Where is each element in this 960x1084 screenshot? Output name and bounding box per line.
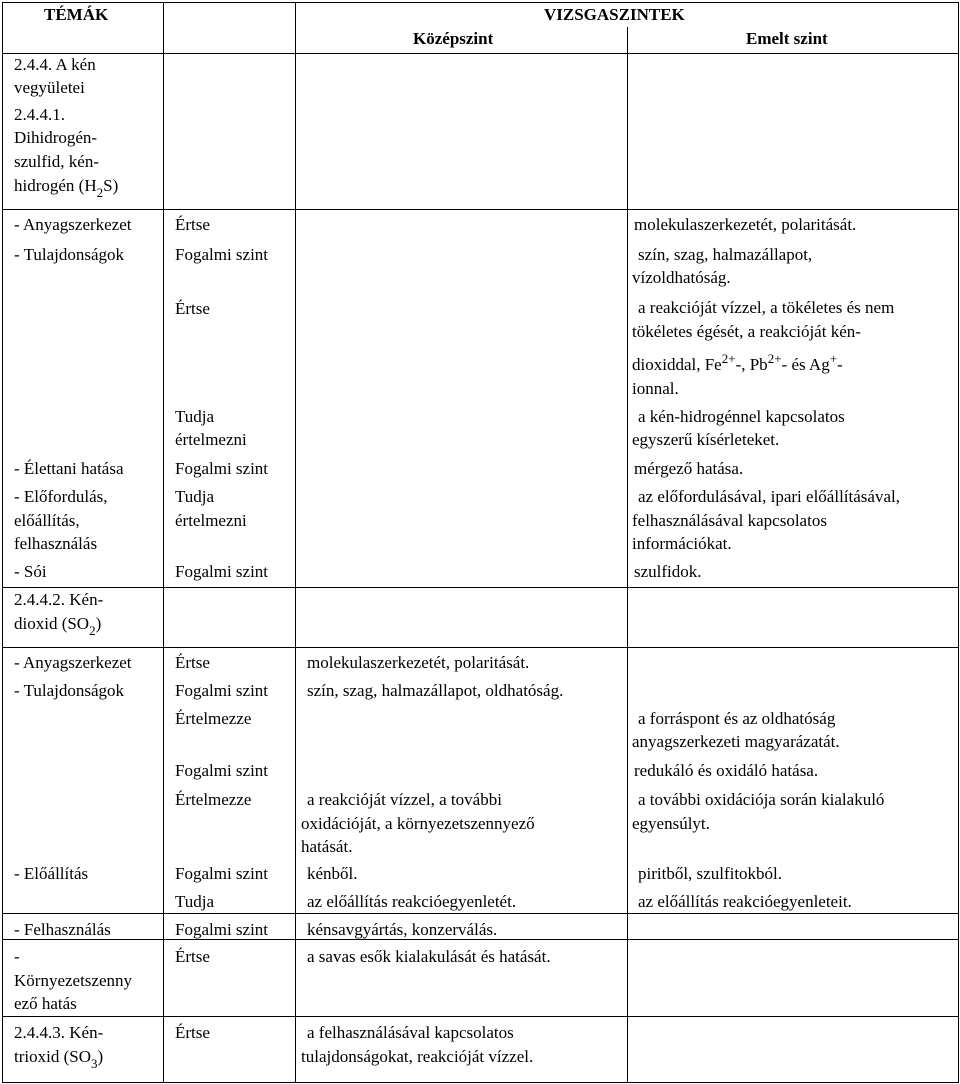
topic-cell: - Anyagszerkezet — [14, 215, 132, 234]
level-cell: Értelmezze — [175, 790, 252, 809]
advanced-cell: felhasználásával kapcsolatos — [632, 511, 827, 530]
advanced-cell: a kén-hidrogénnel kapcsolatos — [638, 407, 845, 426]
header-bottom-border — [2, 53, 959, 54]
level-cell: Értse — [175, 1023, 210, 1042]
topic-cell: - — [14, 947, 20, 966]
advanced-cell: a forráspont és az oldhatóság — [638, 709, 836, 728]
level-cell: Fogalmi szint — [175, 562, 269, 581]
level-cell: Értse — [175, 299, 210, 318]
subsection-title: trioxid $(SO_3)$ — [14, 1047, 104, 1071]
section-title: vegyületei — [14, 78, 85, 97]
topic-cell: - Élettani hatása — [14, 459, 124, 478]
level-cell: Fogalmi szint — [175, 245, 269, 264]
topic-cell: - Anyagszerkezet — [14, 653, 132, 672]
section-divider — [2, 587, 959, 588]
level-cell: értelmezni — [175, 511, 247, 530]
medium-cell: molekulaszerkezetét, polaritását. — [307, 653, 530, 672]
medium-cell: oxidációját, a környezetszennyező — [301, 814, 535, 833]
topic-cell: Környezetszenny — [14, 971, 133, 990]
section-divider — [2, 647, 959, 648]
topic-cell: - Előfordulás, — [14, 487, 108, 506]
level-cell: Tudja — [175, 487, 215, 506]
medium-cell: a reakcióját vízzel, a további — [307, 790, 502, 809]
advanced-cell: dioxiddal, $Fe^{2+}-$, $Pb^{2+}-$ és Ag+- — [632, 351, 843, 374]
subsection-title: 2.4.4.2. Kén- — [14, 590, 104, 609]
advanced-cell: ionnal. — [632, 379, 679, 398]
section-divider — [2, 1016, 959, 1017]
medium-cell: szín, szag, halmazállapot, oldhatóság. — [307, 681, 564, 700]
medium-cell: tulajdonságokat, reakcióját vízzel. — [301, 1047, 534, 1066]
topic-cell: előállítás, — [14, 511, 80, 530]
topic-cell: - Előállítás — [14, 864, 89, 883]
topic-cell: - Sói — [14, 562, 47, 581]
advanced-cell: szulfidok. — [634, 562, 702, 581]
advanced-cell: az előállítás reakcióegyenleteit. — [638, 892, 852, 911]
table-bottom-border — [2, 1082, 959, 1083]
topic-cell: felhasználás — [14, 534, 98, 553]
header-exam-levels: VIZSGASZINTEK — [544, 5, 685, 24]
level-cell: Fogalmi szint — [175, 459, 269, 478]
topic-cell: - Tulajdonságok — [14, 681, 125, 700]
level-cell: Fogalmi szint — [175, 864, 269, 883]
subsection-title: dioxid $(SO_2)$ — [14, 614, 102, 638]
subsection-title: 2.4.4.3. Kén- — [14, 1023, 104, 1042]
level-cell: Értse — [175, 653, 210, 672]
level-cell: Fogalmi szint — [175, 920, 269, 939]
advanced-cell: redukáló és oxidáló hatása. — [634, 761, 819, 780]
advanced-cell: a reakcióját vízzel, a tökéletes és nem — [638, 298, 895, 317]
topic-cell: ező hatás — [14, 994, 77, 1013]
level-cell: Értse — [175, 947, 210, 966]
subsection-title: hidrogén $(H_2S)$ — [14, 176, 119, 200]
medium-cell: kénből. — [307, 864, 358, 883]
table-left-border — [2, 2, 3, 1083]
subsection-title: Dihidrogén- — [14, 128, 98, 147]
level-cell: Fogalmi szint — [175, 761, 269, 780]
advanced-cell: egyensúlyt. — [632, 814, 710, 833]
level-cell: értelmezni — [175, 430, 247, 449]
col-divider-levels — [295, 2, 296, 1083]
advanced-cell: a további oxidációja során kialakuló — [638, 790, 885, 809]
advanced-cell: vízoldhatóság. — [632, 268, 731, 287]
level-cell: Fogalmi szint — [175, 681, 269, 700]
medium-cell: a savas esők kialakulását és hatását. — [307, 947, 551, 966]
level-cell: Tudja — [175, 407, 215, 426]
advanced-cell: molekulaszerkezetét, polaritását. — [634, 215, 857, 234]
section-title: 2.4.4. A kén — [14, 55, 96, 74]
subsection-title: 2.4.4.1. — [14, 105, 65, 124]
level-cell: Értse — [175, 215, 210, 234]
advanced-cell: tökéletes égését, a reakcióját kén- — [632, 322, 861, 341]
col-divider-topics — [163, 2, 164, 1083]
medium-cell: hatását. — [301, 837, 353, 856]
table-right-border — [958, 2, 959, 1083]
level-cell: Értelmezze — [175, 709, 252, 728]
topic-cell: - Felhasználás — [14, 920, 111, 939]
medium-cell: a felhasználásával kapcsolatos — [307, 1023, 514, 1042]
col-divider-medium — [627, 27, 628, 1083]
advanced-cell: egyszerű kísérleteket. — [632, 430, 780, 449]
header-medium-level: Középszint — [413, 29, 494, 48]
advanced-cell: szín, szag, halmazállapot, — [638, 245, 813, 264]
advanced-cell: információkat. — [632, 534, 732, 553]
medium-cell: kénsavgyártás, konzerválás. — [307, 920, 498, 939]
advanced-cell: anyagszerkezeti magyarázatát. — [632, 732, 840, 751]
advanced-cell: piritből, szulfitokból. — [638, 864, 783, 883]
medium-cell: az előállítás reakcióegyenletét. — [307, 892, 517, 911]
topic-cell: - Tulajdonságok — [14, 245, 125, 264]
subsection-title: szulfid, kén- — [14, 152, 99, 171]
header-topics: TÉMÁK — [44, 5, 109, 24]
header-advanced-level: Emelt szint — [746, 29, 828, 48]
level-cell: Tudja — [175, 892, 215, 911]
table-top-border — [2, 2, 959, 3]
advanced-cell: az előfordulásával, ipari előállításával, — [638, 487, 900, 506]
advanced-cell: mérgező hatása. — [634, 459, 744, 478]
section-divider — [2, 209, 959, 210]
